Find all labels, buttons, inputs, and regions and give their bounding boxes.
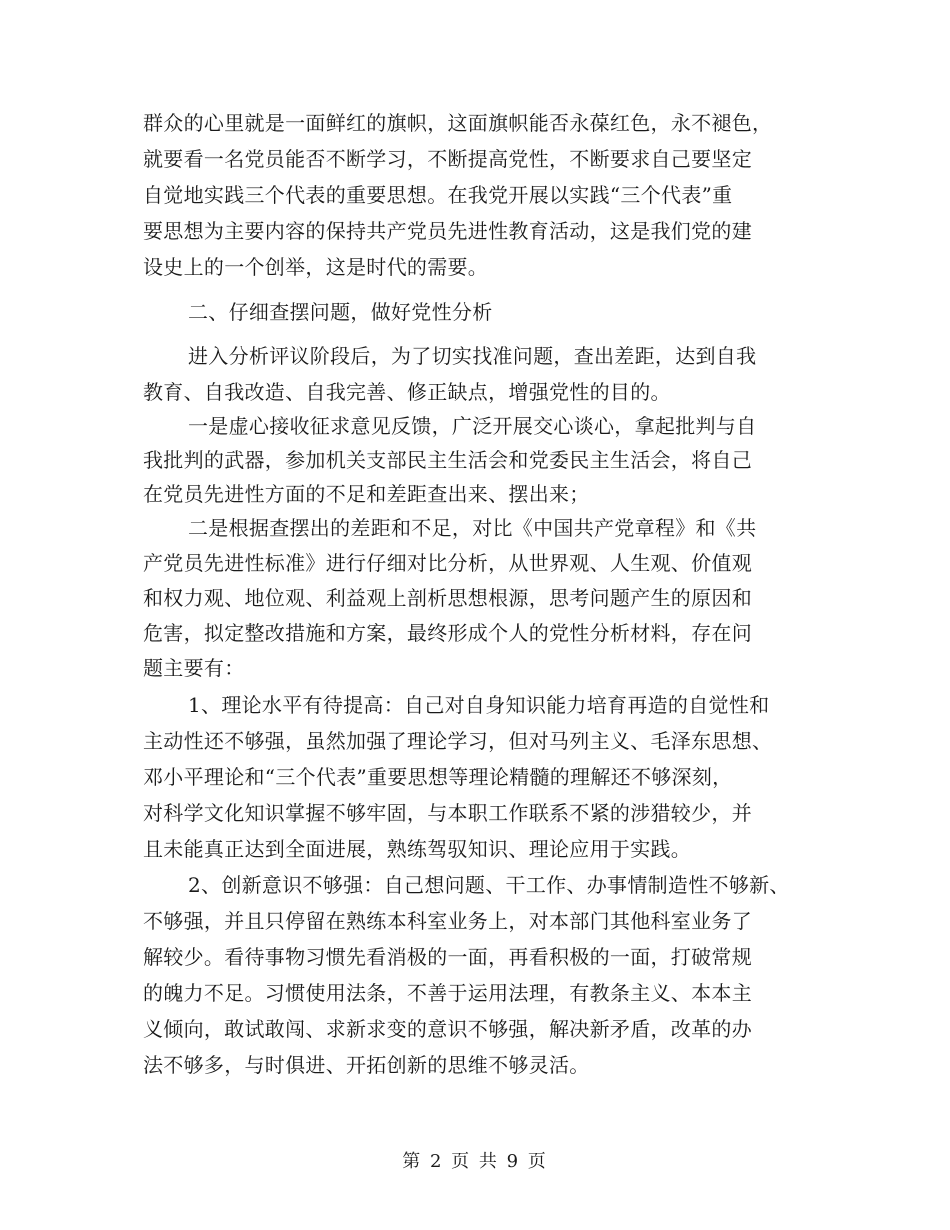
body-text-line: 法不够多，与时俱进、开拓创新的思维不够灵活。 [143, 1053, 590, 1077]
body-text-line: 题主要有： [143, 656, 245, 680]
body-text-line: 义倾向，敢试敢闯、求新求变的意识不够强，解决新矛盾，改革的办 [143, 1017, 752, 1041]
body-text-line: 就要看一名党员能否不断学习，不断提高党性，不断要求自己要坚定 [143, 147, 752, 171]
body-text-line: 产党员先进性标准》进行仔细对比分析，从世界观、人生观、价值观 [143, 551, 752, 575]
section-heading: 二、仔细查摆问题，做好党性分析 [188, 300, 493, 324]
body-text-line: 和权力观、地位观、利益观上剖析思想根源，思考问题产生的原因和 [143, 586, 752, 610]
paragraph-first-line: 2、创新意识不够强：自己想问题、干工作、办事情制造性不够新、 [188, 873, 790, 897]
body-text-line: 解较少。看待事物习惯先看消极的一面，再看积极的一面，打破常规 [143, 945, 752, 969]
body-text-line: 在党员先进性方面的不足和差距查出来、摆出来； [143, 482, 590, 506]
body-text-line: 对科学文化知识掌握不够牢固，与本职工作联系不紧的涉猎较少，并 [143, 801, 752, 825]
paragraph-first-line: 一是虚心接收征求意见反馈，广泛开展交心谈心，拿起批判与自 [188, 414, 757, 438]
body-text-line: 且未能真正达到全面进展，熟练驾驭知识、理论应用于实践。 [143, 837, 692, 861]
paragraph-first-line: 进入分析评议阶段后，为了切实找准问题，查出差距，达到自我 [188, 344, 757, 368]
body-text-line: 主动性还不够强，虽然加强了理论学习，但对马列主义、毛泽东思想、 [143, 729, 773, 753]
body-text-line: 教育、自我改造、自我完善、修正缺点，增强党性的目的。 [143, 380, 671, 404]
page-number-footer: 第 2 页 共 9 页 [402, 1151, 548, 1172]
body-text-line: 自觉地实践三个代表的重要思想。在我党开展以实践“三个代表”重 [143, 183, 733, 207]
body-text-line: 不够强，并且只停留在熟练本科室业务上，对本部门其他科室业务了 [143, 909, 752, 933]
body-text-line: 危害，拟定整改措施和方案，最终形成个人的党性分析材料，存在问 [143, 621, 752, 645]
body-text-line: 设史上的一个创举，这是时代的需要。 [143, 255, 489, 279]
body-text-line: 要思想为主要内容的保持共产党员先进性教育活动，这是我们党的建 [143, 219, 752, 243]
paragraph-first-line: 1、理论水平有待提高：自己对自身知识能力培育再造的自觉性和 [188, 693, 770, 717]
body-text-line: 群众的心里就是一面鲜红的旗帜，这面旗帜能否永葆红色，永不褪色， [143, 111, 773, 135]
body-text-line: 的魄力不足。习惯使用法条，不善于运用法理，有教条主义、本本主 [143, 981, 752, 1005]
body-text-line: 我批判的武器，参加机关支部民主生活会和党委民主生活会，将自己 [143, 448, 752, 472]
body-text-line: 邓小平理论和“三个代表”重要思想等理论精髓的理解还不够深刻， [143, 765, 733, 789]
paragraph-first-line: 二是根据查摆出的差距和不足，对比《中国共产党章程》和《共 [188, 516, 757, 540]
